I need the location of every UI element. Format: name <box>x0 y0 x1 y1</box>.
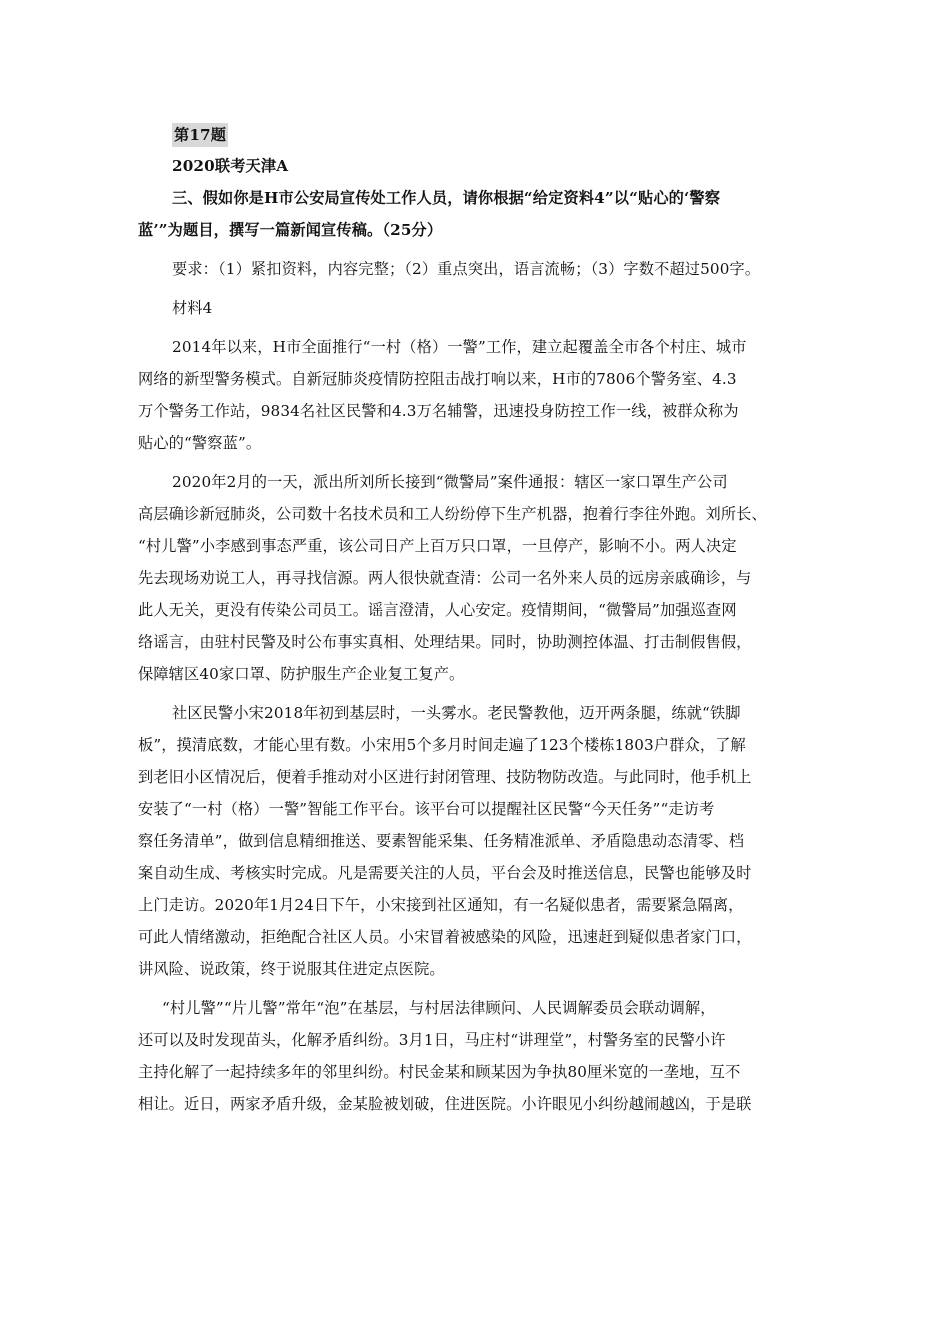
material-paragraph-4 <box>138 992 812 1120</box>
paragraph-line: 社区民警小宋2018年初到基层时，一头雾水。老民警教他，迈开两条腿，练就“铁脚 <box>172 704 741 722</box>
question-source: 2020联考天津A <box>172 157 289 175</box>
paragraph-line: “村儿警”小李感到事态严重，该公司日产上百万只口罩，一旦停产，影响不小。两人决定 <box>138 537 737 555</box>
paragraph-line: 此人无关，更没有传染公司员工。谣言澄清，人心安定。疫情期间，“微警局”加强巡查网 <box>138 601 737 619</box>
requirements-text: 要求：（1）紧扣资料，内容完整；（2）重点突出，语言流畅；（3）字数不超过500字。 <box>172 260 761 278</box>
paragraph-line: 网络的新型警务模式。自新冠肺炎疫情防控阻击战打响以来，H市的7806个警务室、4.3 <box>138 370 737 388</box>
document-content <box>138 118 812 1127</box>
question-prompt-line-2: 蓝’”为题目，撰写一篇新闻宣传稿。（25分） <box>138 221 443 239</box>
paragraph-line: 上门走访。2020年1月24日下午，小宋接到社区通知，有一名疑似患者，需要紧急隔离， <box>138 896 744 914</box>
paragraph-line: 主持化解了一起持续多年的邻里纠纷。村民金某和顾某因为争执80厘米宽的一垄地，互不 <box>138 1063 741 1081</box>
paragraph-line: 还可以及时发现苗头，化解矛盾纠纷。3月1日，马庄村“讲理堂”，村警务室的民警小许 <box>138 1031 726 1049</box>
paragraph-line: 安装了“一村（格）一警”智能工作平台。该平台可以提醒社区民警“今天任务”“走访考 <box>138 800 715 818</box>
paragraph-line: 先去现场劝说工人，再寻找信源。两人很快就查清：公司一名外来人员的远房亲戚确诊，与 <box>138 569 752 587</box>
paragraph-line: 2014年以来，H市全面推行“一村（格）一警”工作，建立起覆盖全市各个村庄、城市 <box>172 338 747 356</box>
paragraph-line: 板”，摸清底数，才能心里有数。小宋用5个多月时间走遍了123个楼栋1803户群众，了解 <box>138 736 746 754</box>
paragraph-line: 到老旧小区情况后，便着手推动对小区进行封闭管理、技防物防改造。与此同时，他手机上 <box>138 768 752 786</box>
paragraph-line: 万个警务工作站，9834名社区民警和4.3万名辅警，迅速投身防控工作一线，被群众称为 <box>138 402 739 420</box>
material-paragraph-3 <box>138 697 812 985</box>
material-paragraph-1 <box>138 331 812 459</box>
question-number-line <box>172 118 812 150</box>
paragraph-line: 络谣言，由驻村民警及时公布事实真相、处理结果。同时，协助测控体温、打击制假售假， <box>138 633 752 651</box>
question-prompt-line-1: 三、假如你是H市公安局宣传处工作人员，请你根据“给定资料4”以“贴心的‘警察 <box>172 189 721 207</box>
paragraph-line: 可此人情绪激动，拒绝配合社区人员。小宋冒着被感染的风险，迅速赶到疑似患者家门口， <box>138 928 752 946</box>
paragraph-line: “村儿警”“片儿警”常年“泡”在基层，与村居法律顾问、人民调解委员会联动调解， <box>162 999 716 1017</box>
paragraph-line: 贴心的“警察蓝”。 <box>138 434 262 452</box>
paragraph-line: 2020年2月的一天，派出所刘所长接到“微警局”案件通报：辖区一家口罩生产公司 <box>172 473 728 491</box>
paragraph-line: 高层确诊新冠肺炎，公司数十名技术员和工人纷纷停下生产机器，抱着行李往外跑。刘所长、 <box>138 505 767 523</box>
paragraph-line: 相让。近日，两家矛盾升级，金某脸被划破，住进医院。小许眼见小纠纷越闹越凶，于是联 <box>138 1095 752 1113</box>
material-paragraph-2 <box>138 466 812 690</box>
question-number: 第17题 <box>172 123 228 147</box>
paragraph-line: 案自动生成、考核实时完成。凡是需要关注的人员，平台会及时推送信息，民警也能够及时 <box>138 864 752 882</box>
paragraph-line: 讲风险、说政策，终于说服其住进定点医院。 <box>138 960 445 978</box>
paragraph-line: 察任务清单”，做到信息精细推送、要素智能采集、任务精准派单、矛盾隐患动态清零、档 <box>138 832 745 850</box>
paragraph-line: 保障辖区40家口罩、防护服生产企业复工复产。 <box>138 665 465 683</box>
material-title: 材料4 <box>172 299 213 317</box>
